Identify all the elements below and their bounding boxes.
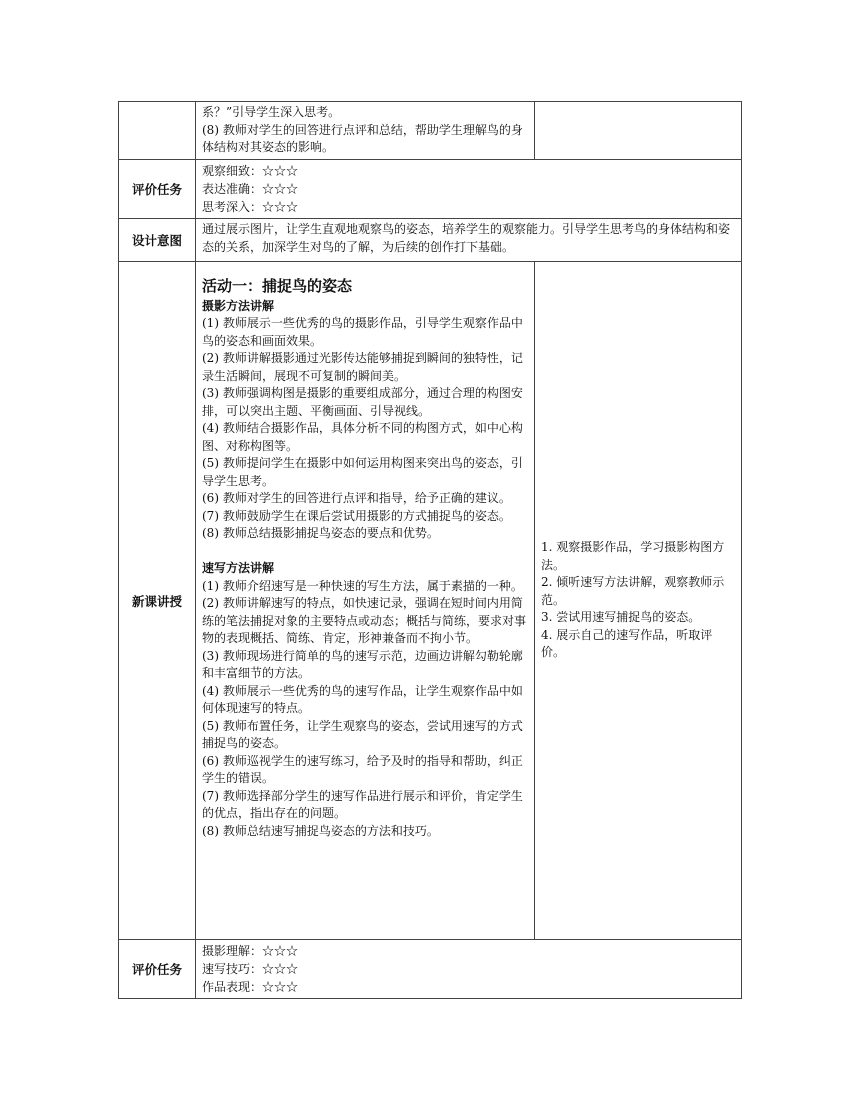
list-item: (8) 教师总结摄影捕捉鸟姿态的要点和优势。 [202, 526, 439, 540]
list-item: (2) 教师讲解摄影通过光影传达能够捕捉到瞬间的独特性，记录生活瞬间，展现不可复制的瞬间美。 [202, 351, 523, 383]
student-item: 4. 展示自己的速写作品，听取评价。 [541, 627, 713, 660]
evaluation-label: 评价任务 [119, 160, 196, 219]
list-item: (7) 教师选择部分学生的速写作品进行展示和评价，肯定学生的优点，指出存在的问题。 [202, 788, 523, 820]
design-intent-paragraph: 通过展示图片，让学生直观地观察鸟的姿态，培养学生的观察能力。引导学生思考鸟的身体结构和姿态的关系，加深学生对鸟的了解，为后续的创作打下基础。 [202, 222, 731, 254]
continuation-row [119, 102, 742, 160]
new-lesson-row [119, 262, 742, 940]
student-item: 1. 观察摄影作品，学习摄影构图方法。 [541, 540, 725, 572]
evaluation-item: 摄影理解：☆☆☆ [202, 944, 299, 958]
list-item: (5) 教师布置任务，让学生观察鸟的姿态，尝试用速写的方式捕捉鸟的姿态。 [202, 718, 523, 750]
empty-label-cell [119, 102, 196, 160]
student-item: 3. 尝试用速写捕捉鸟的姿态。 [541, 610, 701, 625]
list-item: (4) 教师结合摄影作品，具体分析不同的构图方式，如中心构图、对称构图等。 [202, 421, 523, 453]
evaluation-row-2 [119, 940, 742, 999]
continuation-line: 系？”引导学生深入思考。 [202, 105, 341, 119]
student-activities [535, 262, 742, 940]
list-item: (1) 教师展示一些优秀的鸟的摄影作品，引导学生观察作品中鸟的姿态和画面效果。 [202, 316, 523, 348]
design-intent-label: 设计意图 [119, 219, 196, 262]
design-intent-row [119, 219, 742, 262]
list-item: (1) 教师介绍速写是一种快速的写生方法，属于素描的一种。 [202, 578, 523, 593]
list-item: (2) 教师讲解速写的特点，如快速记录，强调在短时间内用简练的笔法捕捉对象的主要特点或动态；概括与简练，要求对事物的表现概括、简练、肯定，形神兼备而不拘小节。 [202, 596, 527, 645]
evaluation-items [196, 940, 742, 999]
list-item: (8) 教师总结速写捕捉鸟姿态的方法和技巧。 [202, 823, 439, 838]
evaluation-row-1 [119, 160, 742, 219]
continuation-text [196, 102, 535, 160]
list-item: (3) 教师现场进行简单的鸟的速写示范，边画边讲解勾勒轮廓和丰富细节的方法。 [202, 648, 523, 680]
activity-title: 活动一：捕捉鸟的姿态 [202, 277, 353, 295]
empty-student-cell [535, 102, 742, 160]
design-intent-text [196, 219, 742, 262]
new-lesson-label: 新课讲授 [119, 262, 196, 940]
evaluation-item: 表达准确：☆☆☆ [202, 182, 299, 196]
continuation-line: (8) 教师对学生的回答进行点评和总结，帮助学生理解鸟的身体结构对其姿态的影响。 [202, 122, 523, 154]
list-item: (6) 教师对学生的回答进行点评和指导，给予正确的建议。 [202, 491, 511, 505]
evaluation-item: 思考深入：☆☆☆ [202, 200, 299, 214]
evaluation-item: 观察细致：☆☆☆ [202, 164, 299, 178]
list-item: (4) 教师展示一些优秀的鸟的速写作品，让学生观察作品中如何体现速写的特点。 [202, 683, 523, 715]
sketch-method-heading: 速写方法讲解 [202, 561, 275, 575]
list-item: (6) 教师巡视学生的速写练习，给予及时的指导和帮助，纠正学生的错误。 [202, 753, 523, 785]
list-item: (7) 教师鼓励学生在课后尝试用摄影的方式捕捉鸟的姿态。 [202, 508, 511, 523]
evaluation-item: 作品表现：☆☆☆ [202, 980, 299, 994]
evaluation-label: 评价任务 [119, 940, 196, 999]
list-item: (5) 教师提问学生在摄影中如何运用构图来突出鸟的姿态，引导学生思考。 [202, 456, 523, 488]
lesson-plan-table [118, 101, 742, 999]
student-item: 2. 倾听速写方法讲解，观察教师示范。 [541, 575, 725, 607]
photo-method-heading: 摄影方法讲解 [202, 298, 275, 313]
section-spacer [202, 543, 528, 561]
list-item: (3) 教师强调构图是摄影的重要组成部分，通过合理的构图安排，可以突出主题、平衡画面、引导视线。 [202, 386, 523, 418]
evaluation-items [196, 160, 742, 219]
evaluation-item: 速写技巧：☆☆☆ [202, 962, 299, 976]
teacher-activities [196, 262, 535, 940]
